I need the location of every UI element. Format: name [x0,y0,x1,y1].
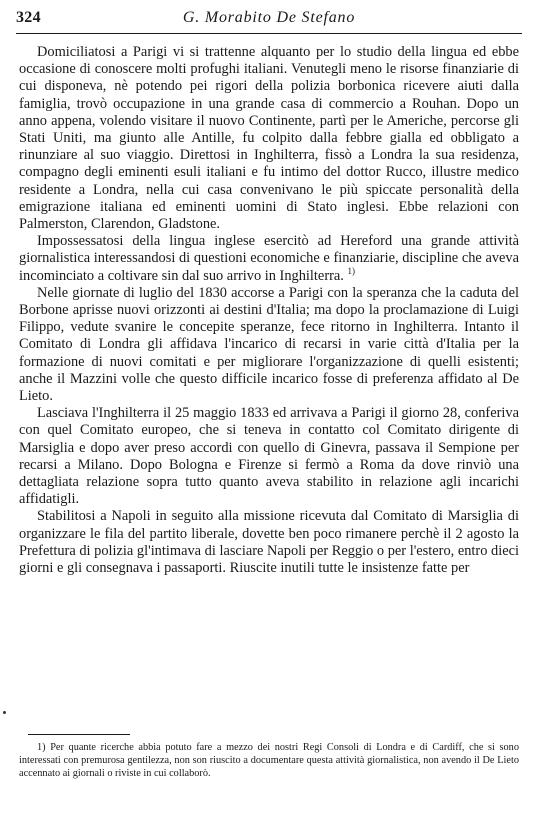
paragraph [19,44,519,233]
footnote [19,741,519,781]
paragraph-text: Domiciliatosi a Parigi vi si trattenne alquanto per lo studio della lingua ed ebbe occasione di conoscere molti profughi italiani. Venutegli meno le risorse finanziarie di cui disponeva, nè potendo pei rigori della polizia borbonica ricevere aiuti dalla famiglia, trovò occupazione in una grande casa di commercio a Rouhan. Dopo un anno appena, volendo visitare il nuovo Continente, partì per le Americhe, percorse gli Stati Uniti, ma giunto alle Antille, fu colpito dalla febbre gialla ed obbligato a rinunziare al suo viaggio. Direttosi in Inghilterra, fissò a Londra la sua residenza, compagno degli eminenti esuli italiani e fu intimo del dottor Rucco, illustre medico residente a Londra, nella cui casa convenivano le più spiccate personalità della emigrazione italiana ed eminenti uomini di Stato inglesi. Ebbe relazioni con Palmerston, Clarendon, Gladstone. [19,44,519,233]
page-number: 324 [16,9,41,26]
header-rule [16,33,522,34]
footnote-text: Per quante ricerche abbia potuto fare a mezzo dei nostri Regi Consoli di Londra e di Cardiff, che si sono interessati con premurosa gentilezza, non son riuscito a documentare questa attività giornalistica, non avendo il De Lieto accennato ai giornali o riviste in cui collaborò. [19,742,519,780]
paragraph-text: Lasciava l'Inghilterra il 25 maggio 1833 ed arrivava a Parigi il giorno 28, conferiva con quel Comitato europeo, che si teneva in contatto col Comitato dirigente di Marsiglia e dopo aver preso accordi con quello di Ginevra, passava il Sempione per recarsi a Milano. Dopo Bologna e Firenze si fermò a Roma da dove rinviò una dettagliata relazione sopra tutto quanto aveva stabilito in relazione agli incarichi affidatigli. [19,405,519,508]
paragraph-text: Nelle giornate di luglio del 1830 accorse a Parigi con la speranza che la caduta del Borbone aprisse nuovi orizzonti ai destini d'Italia; ma dopo la proclamazione di Luigi Filippo, vedute svanire le concepite speranze, fece ritorno in Inghilterra. Intanto il Comitato di Londra gli affidava l'incarico di recarsi in varie città d'Italia per la formazione di nuovi comitati e per migliorare l'organizzazione di quelli esistenti; anche il Mazzini volle che questo difficile incarico fosse di preferenza affidato al De Lieto. [19,284,519,405]
margin-mark [3,711,6,714]
paragraph [19,285,519,405]
running-head: G. Morabito De Stefano [182,9,356,26]
paragraph [19,233,519,285]
footnote-marker: 1) [37,742,46,753]
footnote-rule [28,734,130,735]
paragraph-text: Stabilitosi a Napoli in seguito alla missione ricevuta dal Comitato di Marsiglia di organizzare le fila del partito liberale, dovette ben poco rimanere perchè il 2 agosto la Prefettura di polizia gl'intimava di lasciare Napoli per Reggio o per l'estero, entro dieci giorni e gli consegnava i passaporti. Riuscite inutili tutte le insistenze fatte per [19,508,519,577]
page-header [16,6,522,30]
body-text [19,44,519,577]
paragraph [19,508,519,577]
paragraph [19,405,519,508]
footnote-reference[interactable]: 1) [347,265,355,276]
paragraph-text: Impossessatosi della lingua inglese esercitò ad Hereford una grande attività giornalistica interessandosi di questioni economiche e finanziarie, discipline che aveva incominciato a coltivare sin dal suo arrivo in Inghilterra. [19,233,519,284]
